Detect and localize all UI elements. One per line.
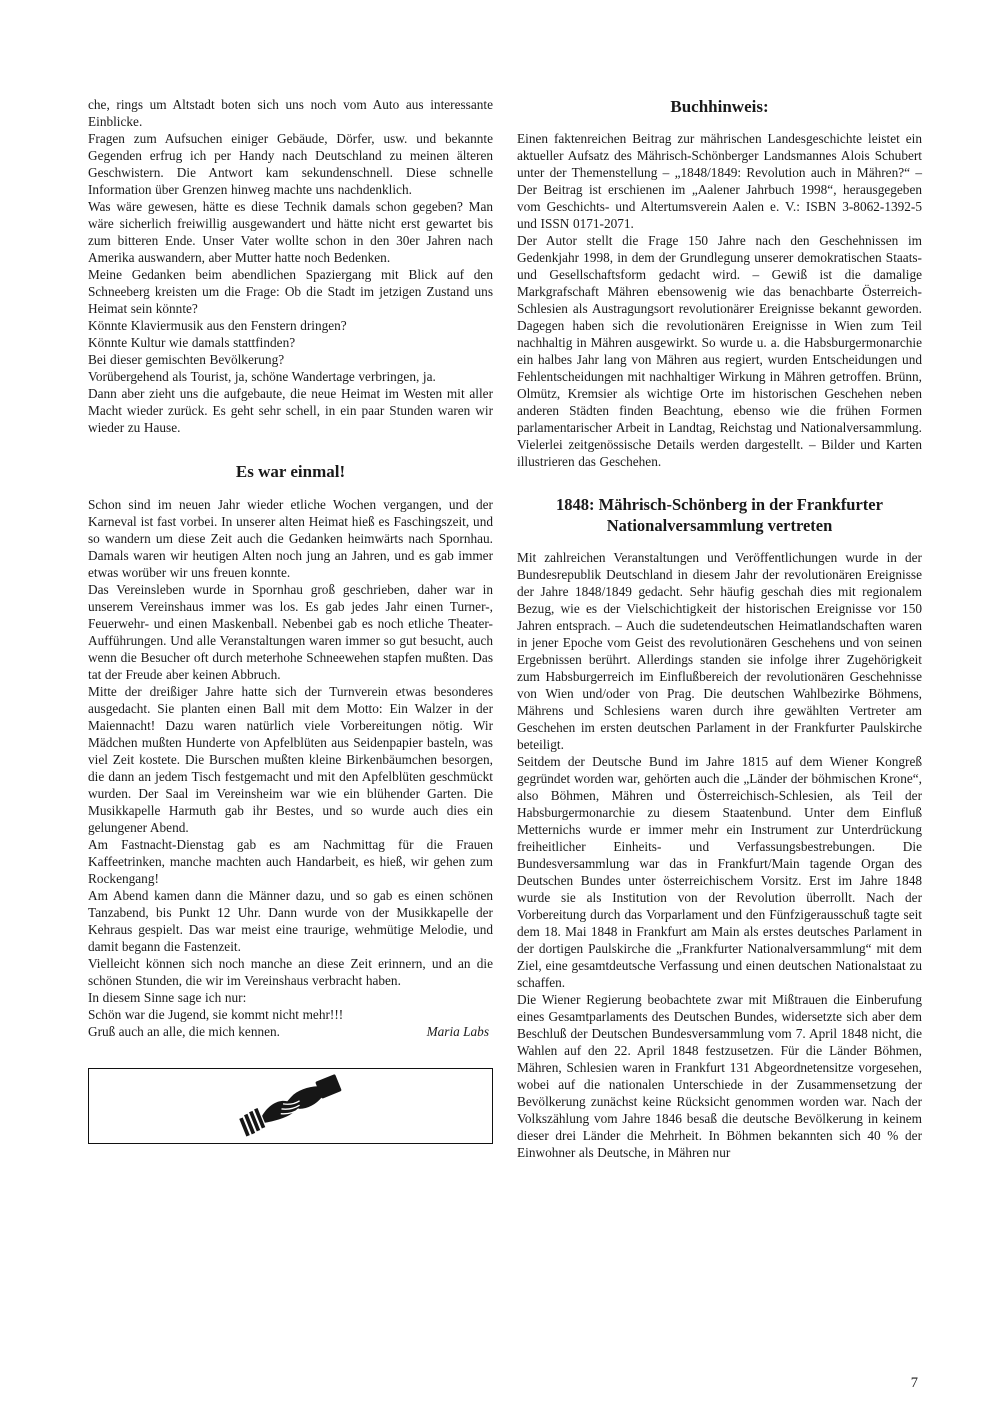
closing-text: Gruß auch an alle, die mich kennen. [88,1024,280,1039]
paragraph: Könnte Kultur wie damals stattfinden? [88,335,296,350]
article-title-buchhinweis: Buchhinweis: [670,97,769,116]
closing-line [88,1023,493,1040]
paragraph: Könnte Klaviermusik aus den Fenstern dringen? [88,318,347,333]
paragraph: Vorübergehend als Tourist, ja, schöne Wandertage verbringen, ja. [88,369,436,384]
article-continuation [88,96,493,436]
page-number: 7 [910,1375,918,1391]
left-column [88,96,493,1144]
author-signature: Maria Labs [426,1024,489,1039]
paragraph: Vielleicht können sich noch manche an diese Zeit erinnern, und an die schönen Stunden, die wir im Vereinshaus verbracht haben. [88,956,493,988]
paragraph: Schön war die Jugend, sie kommt nicht mehr!!! [88,1007,344,1022]
two-column-layout [88,96,922,1161]
article-buchhinweis [517,130,922,470]
article-es-war-einmal [88,496,493,1040]
paragraph: Bei dieser gemischten Bevölkerung? [88,352,285,367]
paragraph: Das Vereinsleben wurde in Spornhau groß geschrieben, daher war in unserem Vereinshaus immer was los. Es gab jedes Jahr einen Turner-, Feuerwehr- und einen Maskenball. Nebenbei gab es noch etliche Theater-Aufführungen. Und alle Veranstaltungen waren immer so gut besucht, auch wenn die Besucher oft durch meterhohe Schneewehen stapfen mußten. Das tat der Freude aber keinen Abbruch. [88,582,493,682]
left-accordion-cuff [238,1108,266,1137]
paragraph: Am Fastnacht-Dienstag gab es am Nachmittag für die Frauen Kaffeetrinken, manche machten auch Handarbeit, es hieß, wir gehen zum Rockengang! [88,837,493,886]
handshake-icon [232,1073,350,1139]
paragraph: Einen faktenreichen Beitrag zur mährischen Landesgeschichte leistet ein aktueller Aufsatz des Mährisch-Schönberger Landsmannes Alois Schubert unter der Themenstellung – „1848/1849: Revolution auch in Mähren?“ – Der Beitrag ist erschienen im „Aalener Jahrbuch 1998“, herausgegeben vom Geschichts- und Altertumsverein Aalen e. V.: ISBN 3-8062-1392-5 und ISSN 0171-2071. [517,131,922,231]
paragraph: Seitdem der Deutsche Bund im Jahre 1815 auf dem Wiener Kongreß gegründet worden war, gehörten auch die „Länder der böhmischen Krone“, also Böhmen, Mähren und Österreichisch-Schlesien, als Teil der Habsburgermonarchie zu diesem Staatenbund. Unter dem Einfluß Metternichs wurde er immer mehr ein Instrument zur Unterdrückung freiheitlicher Einheits- und Verfassungsbestrebungen. Die Bundesversammlung war das in Frankfurt/Main tagende Organ des Deutschen Bundes unter österreichischem Vorsitz. Erst im Jahre 1848 wurde sie als Institution von der Revolution überrollt. Nach der Vorbereitung durch das Vorparlament und den Fünfzigerausschuß tagte seit dem 18. Mai 1848 in Frankfurt am Main als erstes deutsches Parlament in der dortigen Paulskirche die „Frankfurter Nationalversammlung“ mit dem Ziel, eine gesamtdeutsche Verfassung und einen deutschen Nationalstaat zu schaffen. [517,754,922,990]
paragraph: Der Autor stellt die Frage 150 Jahre nach den Geschehnissen im Gedenkjahr 1998, in dem der Grundlegung unserer demokratischen Staats- und Gesellschaftsform gedacht wird. – Gewiß ist die damalige Markgrafschaft Mähren ebensowenig wie das benachbarte Österreich-Schlesien als Austragungsort revolutionärer Ereignisse bekannt geworden. Dagegen haben sich die revolutionären Ereignisse in Wien zum Teil nachhaltig in Mähren ausgewirkt. So wurde u. a. die Habsburgermonarchie ein halbes Jahr lang von Mähren aus regiert, wurden Entscheidungen und Fehlentscheidungen mit nachhaltiger Wirkung in Mähren getroffen. Brünn, Olmütz, Kremsier als wichtige Orte im historischen Geschehen neben anderen Städten finden Beachtung, ebenso wie die frühen Formen parlamentarischer Arbeit in Landtag, Reichstag und Nationalversammlung. Vielerlei zeitgenössische Details werden dargestellt. – Bilder und Karten illustrieren das Geschehen. [517,233,922,469]
handshake-illustration-box [88,1068,493,1144]
paragraph: Fragen zum Aufsuchen einiger Gebäude, Dörfer, usw. und bekannte Gegenden erfrug ich per Handy nach Deutschland zu meinen älteren Geschwistern. Die Antwort kam sekundenschnell. Diese schnelle Information über Grenzen hinweg machte uns nachdenklich. [88,131,493,197]
paragraph: Schon sind im neuen Jahr wieder etliche Wochen vergangen, und der Karneval ist fast vorbei. In unserer alten Heimat hieß es Faschingszeit, und so wandern um diese Zeit auch die Gedanken heimwärts nach Spornhau. Damals waren wir heutigen Alten noch jung an Jahren, und es gab immer etwas worüber wir uns freuen konnte. [88,497,493,580]
article-1848 [517,549,922,1161]
paragraph: Am Abend kamen dann die Männer dazu, und so gab es einen schönen Tanzabend, bis Punkt 12 Uhr. Dann wurde von der Musikkapelle der Kehraus gespielt. Das war meist eine traurige, wehmütige Melodie, und damit begann die Fastenzeit. [88,888,493,954]
paragraph: In diesem Sinne sage ich nur: [88,990,247,1005]
paragraph: Was wäre gewesen, hätte es diese Technik damals schon gegeben? Man wäre sicherlich freiwillig ausgewandert und hätte nicht erst gewartet bis zum bitteren Ende. Unser Vater wollte schon in den 30er Jahren nach Amerika auswandern, aber Mutter hatte noch Bedenken. [88,199,493,265]
paragraph: Mitte der dreißiger Jahre hatte sich der Turnverein etwas besonderes ausgedacht. Sie planten einen Ball mit dem Motto: Ein Walzer in der Maiennacht! Dazu waren natürlich viele Vorbereitungen nötig. Wir Mädchen mußten Hunderte von Apfelblüten aus Seidenpapier basteln, was viel Zeit kostete. Die Burschen mußten kleine Birkenbäumchen besorgen, die dann an jedem Tisch festgemacht und mit den Apfelblüten geschmückt wurden. Der Saal im Vereinsheim war wie ein blühender Garten. Die Musikkapelle Harmuth gab ihr Bestes, und so wurde auch dies ein gelungener Abend. [88,684,493,835]
paragraph: Dann aber zieht uns die aufgebaute, die neue Heimat im Westen mit aller Macht wieder zurück. Es geht sehr schell, in ein paar Stunden waren wir wieder zu Hause. [88,386,493,435]
paragraph: Mit zahlreichen Veranstaltungen und Veröffentlichungen wurde in der Bundesrepublik Deutschland in diesem Jahr der revolutionären Ereignisse der Jahre 1848/1849 gedacht. Sehr häufig geschah dies mit regionalem Bezug, wie es der Vielschichtigkeit der historischen Ereignisse vor 150 Jahren entsprach. – Auch die sudetendeutschen Heimatlandschaften waren in jener Epoche vom Geist des revolutionären Geschehens und von seinen Ergebnissen berührt. Allerdings standen sie infolge ihrer Zugehörigkeit zum Habsburgerreich im Einflußbereich der revolutionären Geschehnisse von Wien und/oder von Prag. Die deutschen Wahlbezirke Böhmens, Mährens und Schlesiens waren durch ihre gewählten Vertreter am Geschehen im ersten deutschen Parlament in der Frankfurter Paulskirche beteiligt. [517,550,922,752]
paragraph: Die Wiener Regierung beobachtete zwar mit Mißtrauen die Einberufung eines Gesamtparlaments des Deutschen Bundes, widersetzte sich aber dem Beschluß der Deutschen Bundesversammlung vom 7. April 1848 nicht, die Wahlen auf den 22. April 1848 festzusetzen. Für die Länder Böhmen, Mähren, Schlesien waren in Frankfurt 131 Abgeordnetensitze vorgesehen, wobei auf die nationalen Unterschiede in der Zusammensetzung der Bevölkerung zunächst keine Rücksicht genommen worden war. Nach der Volkszählung vom Jahre 1846 besaß die deutsche Bevölkerung in keinem dieser drei Länder die Mehrheit. In Böhmen bekannten sich 40 % der Einwohner als Deutsche, in Mähren nur [517,992,922,1160]
article-title-es-war-einmal: Es war einmal! [235,462,346,481]
paragraph: che, rings um Altstadt boten sich uns noch vom Auto aus interessante Einblicke. [88,97,493,129]
article-title-1848: 1848: Mährisch-Schönberg in der Frankfurter Nationalversammlung vertreten [556,495,883,535]
paragraph: Meine Gedanken beim abendlichen Spaziergang mit Blick auf den Schneeberg kreisten um die Frage: Ob die Stadt im jetzigen Zustand uns Heimat sein könnte? [88,267,493,316]
right-column [517,96,922,1161]
